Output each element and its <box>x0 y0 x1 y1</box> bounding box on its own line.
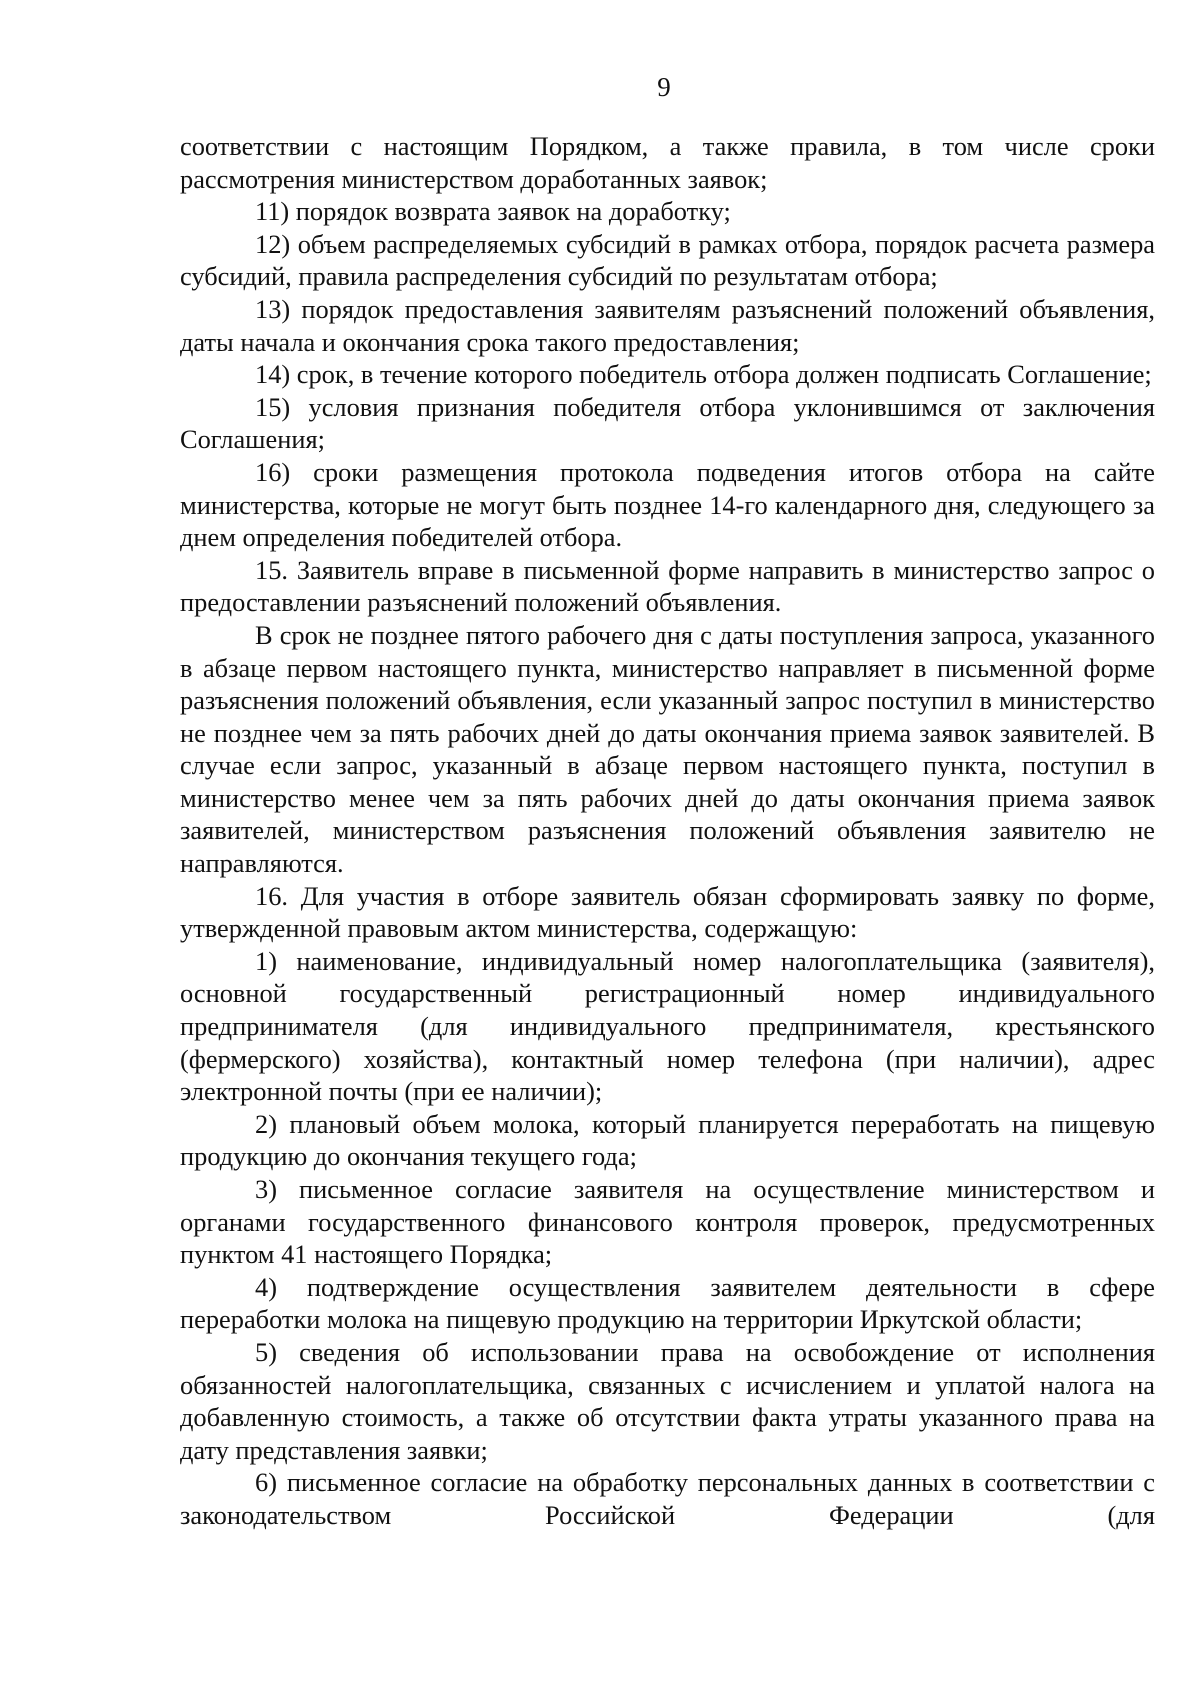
page-number: 9 <box>657 72 671 102</box>
paragraph: 15. Заявитель вправе в письменной форме направить в министерство запрос о предоставлении разъяснений положений объявления. <box>180 554 1155 618</box>
paragraph: 16. Для участия в отборе заявитель обязан сформировать заявку по форме, утвержденной правовым актом министерства, содержащую: <box>180 880 1155 944</box>
paragraph: 12) объем распределяемых субсидий в рамках отбора, порядок расчета размера субсидий, правила распределения субсидий по результатам отбора; <box>180 228 1155 292</box>
paragraph: 14) срок, в течение которого победитель отбора должен подписать Соглашение; <box>255 359 1152 390</box>
paragraph: 5) сведения об использовании права на освобождение от исполнения обязанностей налогоплательщика, связанных с исчислением и уплатой налога на добавленную стоимость, а также об отсутствии факта утраты указанного права на дату представления заявки; <box>180 1336 1155 1465</box>
paragraph: 15) условия признания победителя отбора уклонившимся от заключения Соглашения; <box>180 391 1155 455</box>
document-body <box>180 130 1155 1532</box>
paragraph: 11) порядок возврата заявок на доработку; <box>255 196 731 227</box>
paragraph: 16) сроки размещения протокола подведения итогов отбора на сайте министерства, которые не могут быть позднее 14-го календарного дня, следующего за днем определения победителей отбора. <box>180 456 1155 553</box>
paragraph: 13) порядок предоставления заявителям разъяснений положений объявления, даты начала и окончания срока такого предоставления; <box>180 293 1155 357</box>
paragraph: соответствии с настоящим Порядком, а также правила, в том числе сроки рассмотрения министерством доработанных заявок; <box>180 131 1155 194</box>
paragraph: 6) письменное согласие на обработку персональных данных в соответствии с законодательством Российской Федерации (для <box>180 1467 1155 1530</box>
paragraph: 1) наименование, индивидуальный номер налогоплательщика (заявителя), основной государственный регистрационный номер индивидуального предпринимателя (для индивидуального предпринимателя, крестьянского (фермерского) хозяйства), контактный номер телефона (при наличии), адрес электронной почты (при ее наличии); <box>180 945 1155 1107</box>
paragraph: 3) письменное согласие заявителя на осуществление министерством и органами государственного финансового контроля проверок, предусмотренных пунктом 41 настоящего Порядка; <box>180 1174 1155 1270</box>
paragraph: В срок не позднее пятого рабочего дня с даты поступления запроса, указанного в абзаце первом настоящего пункта, министерство направляет в письменной форме разъяснения положений объявления, если указанный запрос поступил в министерство не позднее чем за пять рабочих дней до даты окончания приема заявок заявителей. В случае если запрос, указанный в абзаце первом настоящего пункта, поступил в министерство менее чем за пять рабочих дней до даты окончания приема заявок заявителей, министерством разъяснения положений объявления заявителю не направляются. <box>180 619 1155 879</box>
paragraph: 2) плановый объем молока, который планируется переработать на пищевую продукцию до окончания текущего года; <box>180 1108 1155 1172</box>
paragraph: 4) подтверждение осуществления заявителем деятельности в сфере переработки молока на пищевую продукцию на территории Иркутской области; <box>180 1271 1155 1335</box>
